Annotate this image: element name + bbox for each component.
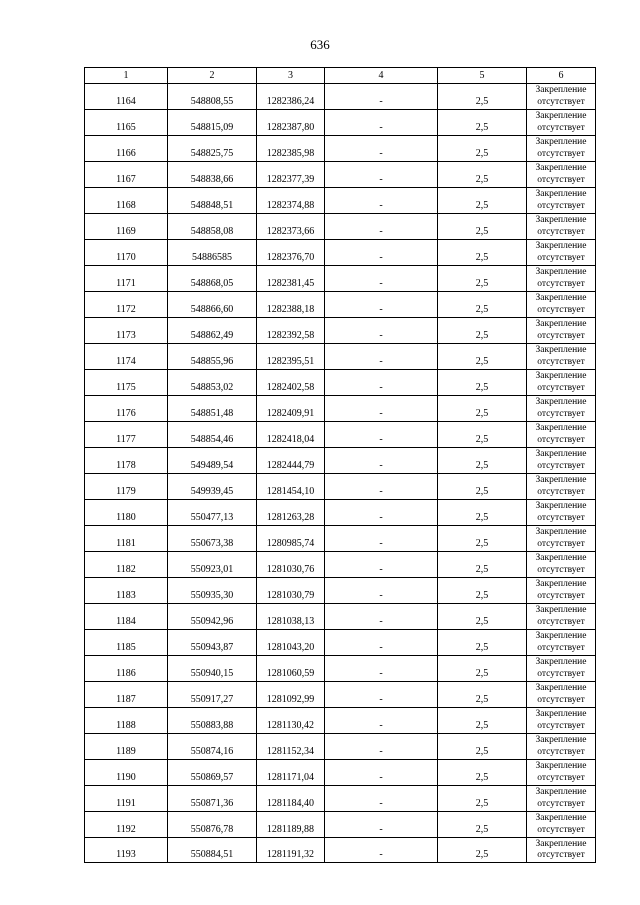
cell-col-4-value: - (325, 370, 438, 396)
cell-coord-x: 549489,54 (168, 448, 257, 474)
cell-col-5-value: 2,5 (438, 552, 527, 578)
table-row (85, 344, 596, 370)
cell-col-4-value: - (325, 474, 438, 500)
cell-col-4-value: - (325, 812, 438, 838)
cell-point-number: 1170 (85, 240, 168, 266)
cell-col-5-value: 2,5 (438, 214, 527, 240)
cell-col-5-value: 2,5 (438, 136, 527, 162)
cell-fixation-note: Закрепление отсутствует (527, 214, 596, 240)
cell-coord-x: 550869,57 (168, 760, 257, 786)
header-col-3: 3 (257, 68, 325, 84)
cell-col-5-value: 2,5 (438, 734, 527, 760)
table-row (85, 656, 596, 682)
cell-col-5-value: 2,5 (438, 630, 527, 656)
cell-point-number: 1189 (85, 734, 168, 760)
cell-coord-x: 548853,02 (168, 370, 257, 396)
header-col-2: 2 (168, 68, 257, 84)
cell-coord-x: 548808,55 (168, 84, 257, 110)
cell-coord-y: 1282402,58 (257, 370, 325, 396)
cell-fixation-note: Закрепление отсутствует (527, 344, 596, 370)
cell-point-number: 1184 (85, 604, 168, 630)
cell-col-4-value: - (325, 136, 438, 162)
cell-coord-y: 1281060,59 (257, 656, 325, 682)
cell-col-5-value: 2,5 (438, 266, 527, 292)
header-col-1: 1 (85, 68, 168, 84)
table-row (85, 266, 596, 292)
header-col-6: 6 (527, 68, 596, 84)
cell-coord-x: 54886585 (168, 240, 257, 266)
cell-coord-y: 1281043,20 (257, 630, 325, 656)
cell-coord-y: 1281191,32 (257, 838, 325, 863)
cell-col-5-value: 2,5 (438, 370, 527, 396)
cell-col-5-value: 2,5 (438, 188, 527, 214)
table-row (85, 162, 596, 188)
coordinates-table (84, 67, 596, 863)
table-row (85, 396, 596, 422)
cell-coord-y: 1281030,79 (257, 578, 325, 604)
cell-col-5-value: 2,5 (438, 84, 527, 110)
cell-point-number: 1187 (85, 682, 168, 708)
table-row (85, 318, 596, 344)
cell-coord-y: 1282385,98 (257, 136, 325, 162)
cell-point-number: 1177 (85, 422, 168, 448)
page-number: 636 (310, 37, 330, 52)
cell-point-number: 1172 (85, 292, 168, 318)
cell-point-number: 1186 (85, 656, 168, 682)
cell-coord-x: 548848,51 (168, 188, 257, 214)
cell-fixation-note: Закрепление отсутствует (527, 812, 596, 838)
cell-col-4-value: - (325, 604, 438, 630)
cell-col-4-value: - (325, 240, 438, 266)
cell-col-5-value: 2,5 (438, 708, 527, 734)
table-row (85, 708, 596, 734)
cell-point-number: 1183 (85, 578, 168, 604)
header-row (85, 68, 596, 84)
cell-col-4-value: - (325, 422, 438, 448)
cell-col-4-value: - (325, 214, 438, 240)
cell-point-number: 1185 (85, 630, 168, 656)
cell-fixation-note: Закрепление отсутствует (527, 578, 596, 604)
cell-point-number: 1173 (85, 318, 168, 344)
table-row (85, 630, 596, 656)
table-row (85, 734, 596, 760)
cell-point-number: 1176 (85, 396, 168, 422)
cell-col-5-value: 2,5 (438, 318, 527, 344)
cell-coord-y: 1282392,58 (257, 318, 325, 344)
cell-coord-y: 1281454,10 (257, 474, 325, 500)
cell-coord-y: 1281263,28 (257, 500, 325, 526)
table-row (85, 838, 596, 863)
cell-point-number: 1190 (85, 760, 168, 786)
cell-coord-x: 550942,96 (168, 604, 257, 630)
cell-fixation-note: Закрепление отсутствует (527, 682, 596, 708)
cell-coord-y: 1281092,99 (257, 682, 325, 708)
cell-coord-x: 548825,75 (168, 136, 257, 162)
cell-coord-x: 550884,51 (168, 838, 257, 863)
table-row (85, 552, 596, 578)
cell-col-5-value: 2,5 (438, 162, 527, 188)
cell-coord-y: 1281184,40 (257, 786, 325, 812)
cell-coord-x: 550883,88 (168, 708, 257, 734)
cell-col-4-value: - (325, 526, 438, 552)
cell-coord-y: 1282444,79 (257, 448, 325, 474)
table-row (85, 84, 596, 110)
cell-col-4-value: - (325, 630, 438, 656)
cell-coord-x: 550874,16 (168, 734, 257, 760)
table-row (85, 682, 596, 708)
cell-fixation-note: Закрепление отсутствует (527, 604, 596, 630)
cell-fixation-note: Закрепление отсутствует (527, 318, 596, 344)
cell-coord-x: 548851,48 (168, 396, 257, 422)
cell-coord-y: 1282373,66 (257, 214, 325, 240)
cell-coord-y: 1280985,74 (257, 526, 325, 552)
cell-coord-x: 550477,13 (168, 500, 257, 526)
cell-col-4-value: - (325, 682, 438, 708)
cell-fixation-note: Закрепление отсутствует (527, 240, 596, 266)
cell-col-5-value: 2,5 (438, 396, 527, 422)
cell-col-4-value: - (325, 708, 438, 734)
table-row (85, 500, 596, 526)
cell-fixation-note: Закрепление отсутствует (527, 84, 596, 110)
cell-fixation-note: Закрепление отсутствует (527, 162, 596, 188)
cell-coord-y: 1281171,04 (257, 760, 325, 786)
cell-fixation-note: Закрепление отсутствует (527, 838, 596, 863)
cell-col-5-value: 2,5 (438, 344, 527, 370)
cell-coord-y: 1281030,76 (257, 552, 325, 578)
cell-fixation-note: Закрепление отсутствует (527, 396, 596, 422)
cell-fixation-note: Закрепление отсутствует (527, 266, 596, 292)
cell-col-5-value: 2,5 (438, 526, 527, 552)
table-row (85, 604, 596, 630)
cell-coord-y: 1281152,34 (257, 734, 325, 760)
cell-fixation-note: Закрепление отсутствует (527, 786, 596, 812)
cell-col-5-value: 2,5 (438, 500, 527, 526)
cell-point-number: 1191 (85, 786, 168, 812)
table-row (85, 136, 596, 162)
table-row (85, 214, 596, 240)
cell-col-5-value: 2,5 (438, 110, 527, 136)
cell-coord-x: 550943,87 (168, 630, 257, 656)
table-row (85, 578, 596, 604)
cell-coord-x: 550923,01 (168, 552, 257, 578)
cell-fixation-note: Закрепление отсутствует (527, 500, 596, 526)
cell-point-number: 1165 (85, 110, 168, 136)
cell-fixation-note: Закрепление отсутствует (527, 526, 596, 552)
cell-fixation-note: Закрепление отсутствует (527, 110, 596, 136)
table-row (85, 292, 596, 318)
cell-point-number: 1164 (85, 84, 168, 110)
cell-col-5-value: 2,5 (438, 682, 527, 708)
cell-col-4-value: - (325, 292, 438, 318)
cell-coord-x: 550673,38 (168, 526, 257, 552)
cell-col-4-value: - (325, 500, 438, 526)
cell-col-5-value: 2,5 (438, 812, 527, 838)
table-row (85, 370, 596, 396)
cell-coord-x: 548855,96 (168, 344, 257, 370)
header-col-5: 5 (438, 68, 527, 84)
cell-point-number: 1180 (85, 500, 168, 526)
cell-coord-x: 550876,78 (168, 812, 257, 838)
cell-point-number: 1168 (85, 188, 168, 214)
cell-col-4-value: - (325, 110, 438, 136)
cell-fixation-note: Закрепление отсутствует (527, 448, 596, 474)
cell-fixation-note: Закрепление отсутствует (527, 136, 596, 162)
cell-fixation-note: Закрепление отсутствует (527, 734, 596, 760)
cell-point-number: 1188 (85, 708, 168, 734)
cell-coord-x: 550917,27 (168, 682, 257, 708)
cell-col-4-value: - (325, 578, 438, 604)
cell-coord-y: 1282374,88 (257, 188, 325, 214)
cell-fixation-note: Закрепление отсутствует (527, 422, 596, 448)
cell-fixation-note: Закрепление отсутствует (527, 292, 596, 318)
cell-point-number: 1175 (85, 370, 168, 396)
cell-coord-y: 1282395,51 (257, 344, 325, 370)
cell-point-number: 1193 (85, 838, 168, 863)
cell-coord-y: 1282387,80 (257, 110, 325, 136)
table-row (85, 760, 596, 786)
cell-col-5-value: 2,5 (438, 422, 527, 448)
header-col-4: 4 (325, 68, 438, 84)
cell-fixation-note: Закрепление отсутствует (527, 552, 596, 578)
cell-col-4-value: - (325, 162, 438, 188)
cell-col-4-value: - (325, 396, 438, 422)
cell-fixation-note: Закрепление отсутствует (527, 474, 596, 500)
cell-coord-x: 548854,46 (168, 422, 257, 448)
cell-coord-x: 550940,15 (168, 656, 257, 682)
cell-col-5-value: 2,5 (438, 578, 527, 604)
table-body (85, 84, 596, 863)
cell-coord-x: 549939,45 (168, 474, 257, 500)
cell-point-number: 1174 (85, 344, 168, 370)
cell-col-5-value: 2,5 (438, 760, 527, 786)
cell-coord-x: 548815,09 (168, 110, 257, 136)
cell-coord-y: 1282388,18 (257, 292, 325, 318)
cell-col-5-value: 2,5 (438, 838, 527, 863)
cell-col-4-value: - (325, 760, 438, 786)
cell-point-number: 1182 (85, 552, 168, 578)
table-row (85, 422, 596, 448)
cell-coord-y: 1282386,24 (257, 84, 325, 110)
table-row (85, 812, 596, 838)
table-row (85, 474, 596, 500)
table-row (85, 526, 596, 552)
cell-point-number: 1181 (85, 526, 168, 552)
cell-fixation-note: Закрепление отсутствует (527, 656, 596, 682)
cell-point-number: 1179 (85, 474, 168, 500)
cell-col-5-value: 2,5 (438, 240, 527, 266)
cell-point-number: 1192 (85, 812, 168, 838)
cell-coord-y: 1282376,70 (257, 240, 325, 266)
cell-col-4-value: - (325, 838, 438, 863)
cell-col-5-value: 2,5 (438, 474, 527, 500)
cell-coord-y: 1282377,39 (257, 162, 325, 188)
table-row (85, 110, 596, 136)
cell-col-4-value: - (325, 734, 438, 760)
cell-col-5-value: 2,5 (438, 292, 527, 318)
cell-col-4-value: - (325, 786, 438, 812)
cell-col-5-value: 2,5 (438, 448, 527, 474)
cell-coord-x: 550871,36 (168, 786, 257, 812)
cell-col-4-value: - (325, 448, 438, 474)
cell-fixation-note: Закрепление отсутствует (527, 370, 596, 396)
cell-coord-y: 1282418,04 (257, 422, 325, 448)
cell-coord-y: 1281189,88 (257, 812, 325, 838)
cell-coord-x: 548838,66 (168, 162, 257, 188)
cell-coord-x: 548866,60 (168, 292, 257, 318)
table-row (85, 786, 596, 812)
cell-fixation-note: Закрепление отсутствует (527, 630, 596, 656)
cell-point-number: 1166 (85, 136, 168, 162)
cell-coord-x: 548858,08 (168, 214, 257, 240)
cell-col-5-value: 2,5 (438, 786, 527, 812)
cell-fixation-note: Закрепление отсутствует (527, 760, 596, 786)
cell-coord-x: 548862,49 (168, 318, 257, 344)
table-row (85, 188, 596, 214)
cell-col-4-value: - (325, 552, 438, 578)
cell-col-4-value: - (325, 266, 438, 292)
cell-point-number: 1171 (85, 266, 168, 292)
cell-coord-y: 1282409,91 (257, 396, 325, 422)
cell-coord-y: 1281130,42 (257, 708, 325, 734)
table-header (85, 68, 596, 84)
cell-col-4-value: - (325, 344, 438, 370)
cell-col-4-value: - (325, 656, 438, 682)
cell-col-4-value: - (325, 84, 438, 110)
cell-col-4-value: - (325, 188, 438, 214)
cell-col-4-value: - (325, 318, 438, 344)
cell-coord-y: 1281038,13 (257, 604, 325, 630)
cell-coord-x: 550935,30 (168, 578, 257, 604)
table-row (85, 240, 596, 266)
cell-col-5-value: 2,5 (438, 604, 527, 630)
cell-col-5-value: 2,5 (438, 656, 527, 682)
cell-point-number: 1178 (85, 448, 168, 474)
cell-fixation-note: Закрепление отсутствует (527, 708, 596, 734)
table-row (85, 448, 596, 474)
cell-point-number: 1169 (85, 214, 168, 240)
cell-coord-y: 1282381,45 (257, 266, 325, 292)
cell-fixation-note: Закрепление отсутствует (527, 188, 596, 214)
cell-point-number: 1167 (85, 162, 168, 188)
cell-coord-x: 548868,05 (168, 266, 257, 292)
